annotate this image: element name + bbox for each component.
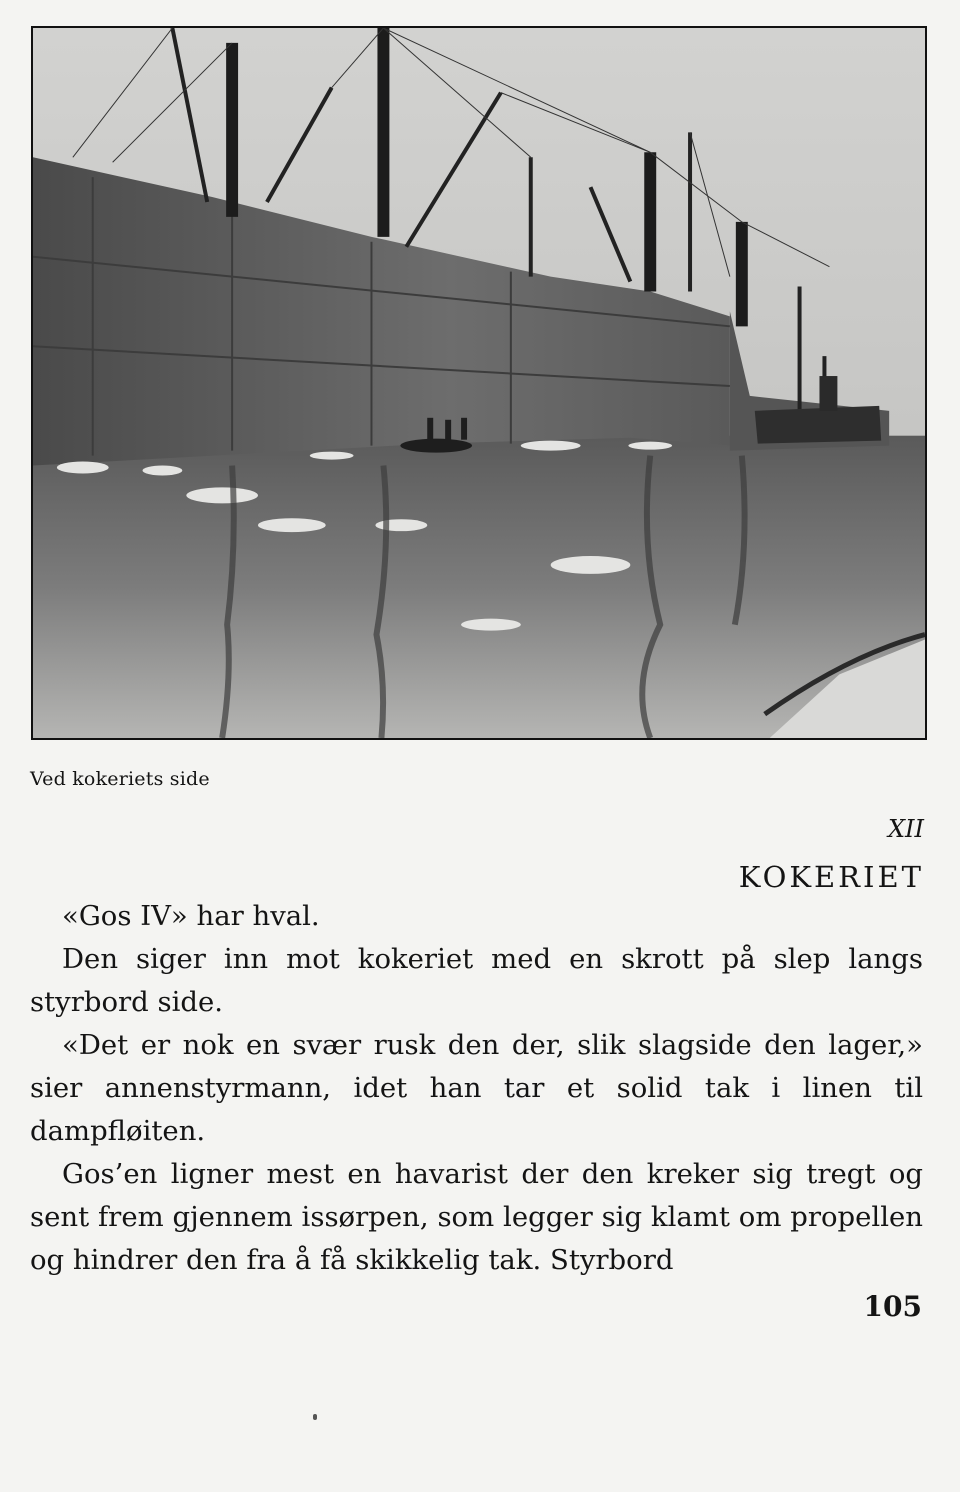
paragraph: «Det er nok en svær rusk den der, slik slagside den lager,» sier annenstyrmann, idet han tar et solid tak i linen til dampfløiten. <box>30 1029 923 1147</box>
print-speck <box>313 1414 317 1420</box>
photo-caption: Ved kokeriets side <box>30 768 210 790</box>
ship-photo <box>31 26 927 740</box>
body-text <box>30 895 923 1282</box>
paragraph: Den siger inn mot kokeriet med en skrott på slep langs styrbord side. <box>30 943 923 1018</box>
chapter-number: XII <box>887 815 924 843</box>
chapter-title: KOKERIET <box>738 860 924 894</box>
ship-photo-image <box>33 28 925 738</box>
paragraph: Gos’en ligner mest en havarist der den kreker sig tregt og sent frem gjennem issørpen, som legger sig klamt om propellen og hindrer den fra å få skikkelig tak. Styrbord <box>30 1158 923 1276</box>
page-number: 105 <box>863 1290 922 1323</box>
paragraph: «Gos IV» har hval. <box>62 900 320 932</box>
